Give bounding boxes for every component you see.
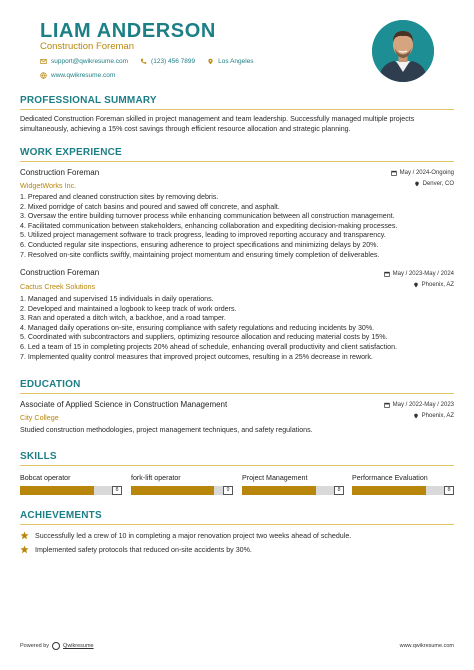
calendar-icon [391,170,397,176]
achievement-item [20,545,252,554]
skill-name: Bobcat operator [20,474,71,482]
email-icon [40,58,47,65]
skill-name: fork-lift operator [131,474,181,482]
skill-level: 9 [223,486,233,495]
education-description: Studied construction methodologies, project management techniques, and safety regulations. [20,426,313,434]
brand-name[interactable]: Qwikresume [63,643,94,649]
education-divider [20,393,454,394]
contact-row [40,58,254,65]
skills-section-title: SKILLS [20,451,57,462]
job-1-dates-text: May / 2024-Ongoing [399,170,454,176]
job-1-title: Construction Foreman [20,168,100,177]
experience-divider [20,161,454,162]
education-school: City College [20,413,59,422]
skills-grid [20,474,454,498]
skill-item [352,474,454,495]
summary-section-title: PROFESSIONAL SUMMARY [20,95,157,106]
location-text: Los Angeles [218,58,254,65]
calendar-icon [384,402,390,408]
email-text: support@qwikresume.com [51,58,129,65]
job-2-dates-text: May / 2023-May / 2024 [392,271,454,277]
achievements-section-title: ACHIEVEMENTS [20,510,102,521]
trophy-star-icon [20,531,29,540]
trophy-star-icon [20,545,29,554]
footer-powered-by [20,642,94,650]
website-text: www.qwikresume.com [51,72,116,79]
skill-bar [20,486,122,495]
candidate-role: Construction Foreman [40,41,134,52]
job-1-location [414,181,454,187]
skill-item [242,474,344,495]
list-item: 4. Facilitated communication between stakeholders, enhancing collaboration and expediting decision-making processes. [20,221,398,230]
resume-header [20,0,454,86]
skill-level: 8 [444,486,454,495]
skill-bar-fill [131,486,214,495]
education-location-text: Phoenix, AZ [421,413,454,419]
job-2-dates [384,271,454,277]
phone-contact[interactable] [140,58,195,65]
skill-name: Project Management [242,474,308,482]
job-1-duties [20,193,454,260]
profile-photo [372,20,434,82]
phone-icon [140,58,147,65]
achievement-item [20,531,351,540]
achievement-text: Successfully led a crew of 10 in completing a major renovation project two weeks ahead of schedule. [35,531,352,540]
skill-item [20,474,122,495]
pin-icon [413,282,419,288]
list-item: 1. Prepared and cleaned construction sites by removing debris. [20,193,219,201]
summary-text: Dedicated Construction Foreman skilled in project management and team leadership. Successfully managed multiple projects simultaneously, achieving a 15% cost savings through efficient resource allocation and strategic planning. [20,115,415,133]
achievement-text: Implemented safety protocols that reduced on-site accidents by 30%. [35,545,252,554]
phone-text: (123) 456 7899 [151,58,196,65]
globe-icon [40,72,47,79]
email-contact[interactable] [40,58,128,65]
skill-bar [352,486,454,495]
list-item: 7. Resolved on-site conflicts swiftly, maintaining project momentum and ensuring timely completion of deliverables. [20,250,380,259]
job-2-duties [20,295,454,362]
job-2-title: Construction Foreman [20,268,100,277]
list-item: 1. Managed and supervised 15 individuals in daily operations. [20,295,214,303]
summary-divider [20,109,454,110]
list-item: 7. Implemented quality control measures that improved project outcomes, resulting in a 25% decrease in rework. [20,352,373,361]
list-item: 4. Managed daily operations on-site, ensuring compliance with safety regulations and reducing incidents by 30%. [20,323,375,332]
job-2-location [413,282,454,288]
education-location [413,413,454,419]
footer-website[interactable]: www.qwikresume.com [399,643,454,649]
list-item: 3. Ran and operated a ditch witch, a backhoe, and a road tamper. [20,314,226,323]
list-item: 2. Developed and maintained a logbook to keep track of work orders. [20,304,237,313]
skill-level: 8 [334,486,344,495]
list-item: 6. Conducted regular site inspections, ensuring adherence to project specifications and minimizing delays by 20%. [20,240,379,249]
education-dates [384,402,454,408]
job-1-company: WidgetWorks Inc. [20,181,77,190]
skill-bar [131,486,233,495]
candidate-name: LIAM ANDERSON [40,20,216,42]
skill-name: Performance Evaluation [352,474,428,482]
education-section-title: EDUCATION [20,379,81,390]
list-item: 3. Oversaw the entire building turnover process while enhancing communication between all construction management. [20,212,395,221]
experience-section-title: WORK EXPERIENCE [20,147,122,158]
skills-divider [20,465,454,466]
list-item: 6. Led a team of 15 in completing projects 20% ahead of schedule, enhancing overall productivity and client satisfaction. [20,342,397,351]
location-contact [207,58,253,65]
qwikresume-logo-icon [52,642,60,650]
job-1-location-text: Denver, CO [422,181,454,187]
location-pin-icon [207,58,214,65]
skill-item [131,474,233,495]
list-item: 5. Coordinated with subcontractors and suppliers, optimizing resource allocation and reducing material costs by 15%. [20,333,388,342]
education-dates-text: May / 2022-May / 2023 [392,402,454,408]
skill-level: 8 [112,486,122,495]
skill-bar [242,486,344,495]
website-contact[interactable] [40,72,115,79]
list-item: 2. Mixed porridge of catch basins and poured and sawed off concrete, and asphalt. [20,202,280,211]
pin-icon [414,181,420,187]
skill-bar-fill [352,486,426,495]
powered-by-label: Powered by [20,643,50,649]
job-2-location-text: Phoenix, AZ [421,282,454,288]
job-1-dates [391,170,454,176]
education-degree: Associate of Applied Science in Construction Management [20,400,228,409]
list-item: 5. Utilized project management software to track progress, leading to improved reporting accuracy and transparency. [20,231,386,240]
calendar-icon [384,271,390,277]
avatar-illustration [372,20,434,82]
skill-bar-fill [20,486,94,495]
job-2-company: Cactus Creek Solutions [20,282,96,291]
skill-bar-fill [242,486,316,495]
achievements-divider [20,524,454,525]
pin-icon [413,413,419,419]
